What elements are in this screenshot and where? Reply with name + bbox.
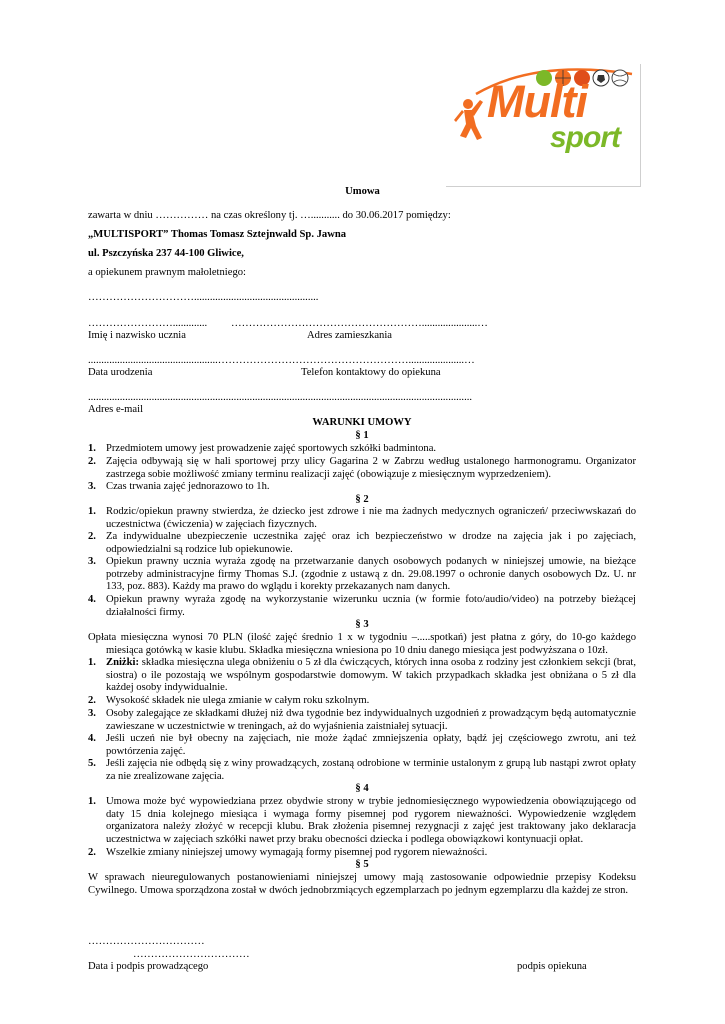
item-text [106, 657, 636, 695]
item-number: 1. [88, 657, 96, 668]
item-text: Opiekun prawny ucznia wyraża zgodę na przetwarzanie danych osobowych podanych w niniejszej umowie, na bieżące potrzeby administracyjne firmy Thomas S.J. (zgodnie z ustawą z dn. 29.08.1997 o ochronie danych osobowych Dz. U. nr 133, poz. 883). Każdy ma prawo do wglądu i korekty przekazanych nam danych. [106, 556, 636, 593]
fill-line-birth-phone: .................................................……………………………………………….....................… [88, 355, 475, 366]
item-number: 3. [88, 481, 96, 492]
item-text: Wszelkie zmiany niniejszej umowy wymagają formy pisemnej pod rygorem nieważności. [106, 847, 488, 858]
item-number: 2. [88, 847, 96, 858]
section-3-heading: § 3 [355, 619, 369, 630]
label-student-name: Imię i nazwisko ucznia [88, 330, 186, 341]
section-2-heading: § 2 [355, 494, 369, 505]
signature-label-instructor: Data i podpis prowadzącego [88, 961, 209, 972]
label-address: Adres zamieszkania [307, 330, 393, 341]
item-text: Wysokość składek nie ulega zmianie w całym roku szkolnym. [106, 695, 370, 706]
section-2-item [88, 556, 636, 594]
item-number: 3. [88, 556, 96, 567]
item-number: 2. [88, 695, 96, 706]
fill-line-student-address: ……………………………………………….....................… [231, 318, 488, 329]
section-1-heading: § 1 [355, 430, 369, 441]
label-birth-date: Data urodzenia [88, 367, 153, 378]
section-1-item [88, 456, 636, 481]
section-2-item [88, 531, 636, 556]
intro-date-line: zawarta w dniu …………… na czas określony tj. …........... do 30.06.2017 pomiędzy: [88, 210, 451, 221]
item-text: Czas trwania zajęć jednorazowo to 1h. [106, 481, 270, 492]
item-number: 5. [88, 758, 96, 769]
fee-text: Opłata miesięczna wynosi 70 PLN (ilość zajęć średnio 1 x w tygodniu –.....spotkań) jest płatna z góry, do 10-go każdego miesiąca gotówką w kasie klubu. Składka miesięczna wniesiona po 10 dniu danego miesiąca jest podwyższana o 10zł. [88, 632, 636, 656]
section-3-item [88, 758, 636, 783]
item-number: 2. [88, 531, 96, 542]
logo-word-sport: sport [550, 121, 620, 154]
item-text: Przedmiotem umowy jest prowadzenie zajęć sportowych szkółki badmintona. [106, 443, 437, 454]
item-text: Jeśli zajęcia nie odbędą się z winy prowadzących, zostaną odrobione w terminie ustalonym z grupą lub nastąpi zwrot opłaty za nie zrealizowane zajęcia. [106, 758, 636, 782]
item-text: Osoby zalegające ze składkami dłużej niż dwa tygodnie bez indywidualnych uzgodnień z prowadzącym będą automatycznie zawieszane w uczestnictwie w treningach, aż do wyjaśnienia zaistniałej sytuacji. [106, 708, 636, 732]
item-number: 2. [88, 456, 96, 467]
section-1-item [88, 443, 636, 456]
section-4-heading: § 4 [355, 783, 369, 794]
section-2-item [88, 594, 636, 619]
item-number: 1. [88, 443, 96, 454]
label-phone: Telefon kontaktowy do opiekuna [301, 367, 441, 378]
item-text: Zajęcia odbywają się w hali sportowej przy ulicy Gagarina 2 w Zabrzu według ustalonego harmonogramu. Organizator zastrzega sobie możliwość zmiany terminu realizacji zajęć (obowiązuje z miesięcznym wyprzedzeniem). [106, 456, 636, 480]
item-text: Umowa może być wypowiedziana przez obydwie strony w trybie jednomiesięcznego wypowiedzenia obowiązującego od daty 15 dnia kolejnego miesiąca i wymaga formy pisemnej pod rygorem nieważności. Wypowiedzenie względem organizatora należy złożyć w recepcji klubu. Brak złożenia pisemnej rezygnacji z zajęć jest traktowany jako deklaracja uczestnictwa w zajęciach szkółki nawet przy braku obecności dziecka i podlega obowiązkowi kontynuacji opłat. [106, 796, 636, 845]
label-email: Adres e-mail [88, 404, 144, 415]
fill-line-email: ................................................................................................................................................. [88, 392, 473, 403]
item-number: 1. [88, 506, 96, 517]
section-3-item [88, 657, 636, 695]
section-1-item [88, 481, 636, 494]
document-title: Umowa [345, 186, 380, 197]
multisport-logo [446, 64, 641, 187]
section-3-item [88, 695, 636, 708]
guardian-intro: a opiekunem prawnym małoletniego: [88, 267, 246, 278]
section-5-heading: § 5 [355, 859, 369, 870]
signature-line-right: …………………………… [133, 949, 250, 960]
section-4-item [88, 796, 636, 846]
item-text: Rodzic/opiekun prawny stwierdza, że dziecko jest zdrowe i nie ma żadnych medycznych ograniczeń/ przeciwwskazań do uczestnictwa (ćwiczenia) w zajęciach fizycznych. [106, 506, 636, 530]
signature-line-left: …………………………… [88, 936, 205, 947]
item-number: 4. [88, 733, 96, 744]
section-2-item [88, 506, 636, 531]
item-text: Za indywidualne ubezpieczenie uczestnika zajęć oraz ich bezpieczeństwo w drodze na zajęcia jak i po zajęciach, odpowiedzialni są rodzice lub opiekunowie. [106, 531, 636, 555]
fee-paragraph [88, 632, 636, 657]
fill-line-guardian: …………………………............................................... [88, 292, 319, 303]
fill-line-student-name: ……………………............. [88, 318, 208, 329]
section-5-text: W sprawach nieuregulowanych postanowieniami niniejszej umowy mają zastosowanie odpowiednie przepisy Kodeksu Cywilnego. Umowa sporządzona został w dwóch jednobrzmiących egzemplarzach po jednym egzemplarzu dla każdej ze stron. [88, 872, 636, 896]
signature-label-guardian: podpis opiekuna [517, 961, 587, 972]
section-4-item [88, 847, 636, 860]
player-icon [454, 99, 483, 140]
logo-word-multi: Multi [487, 76, 587, 127]
item-number: 4. [88, 594, 96, 605]
section-3-item [88, 708, 636, 733]
conditions-heading: WARUNKI UMOWY [312, 417, 412, 428]
company-address: ul. Pszczyńska 237 44-100 Gliwice, [88, 248, 244, 259]
item-number: 3. [88, 708, 96, 719]
item-number: 1. [88, 796, 96, 807]
section-3-item [88, 733, 636, 758]
item-text: Opiekun prawny wyraża zgodę na wykorzystanie wizerunku ucznia (w formie foto/audio/video) na potrzeby bieżącej działalności firmy. [106, 594, 636, 618]
company-name: „MULTISPORT” Thomas Tomasz Sztejnwald Sp. Jawna [88, 229, 347, 240]
discount-text: składka miesięczna ulega obniżeniu o 5 zł dla ćwiczących, których inna osoba z rodziny jest członkiem sekcji (brat, siostra) o ile pozostają we wspólnym gospodarstwie domowym. W takich przypadkach składka jest obniżana o 5 zł dla każdej osoby indywidualnie. [106, 657, 636, 694]
discount-label: Zniżki: [106, 657, 139, 668]
item-text: Jeśli uczeń nie był obecny na zajęciach, nie może żądać zmniejszenia opłaty, bądź jej częściowego zwrotu, ani też powtórzenia zajęć. [106, 733, 636, 757]
